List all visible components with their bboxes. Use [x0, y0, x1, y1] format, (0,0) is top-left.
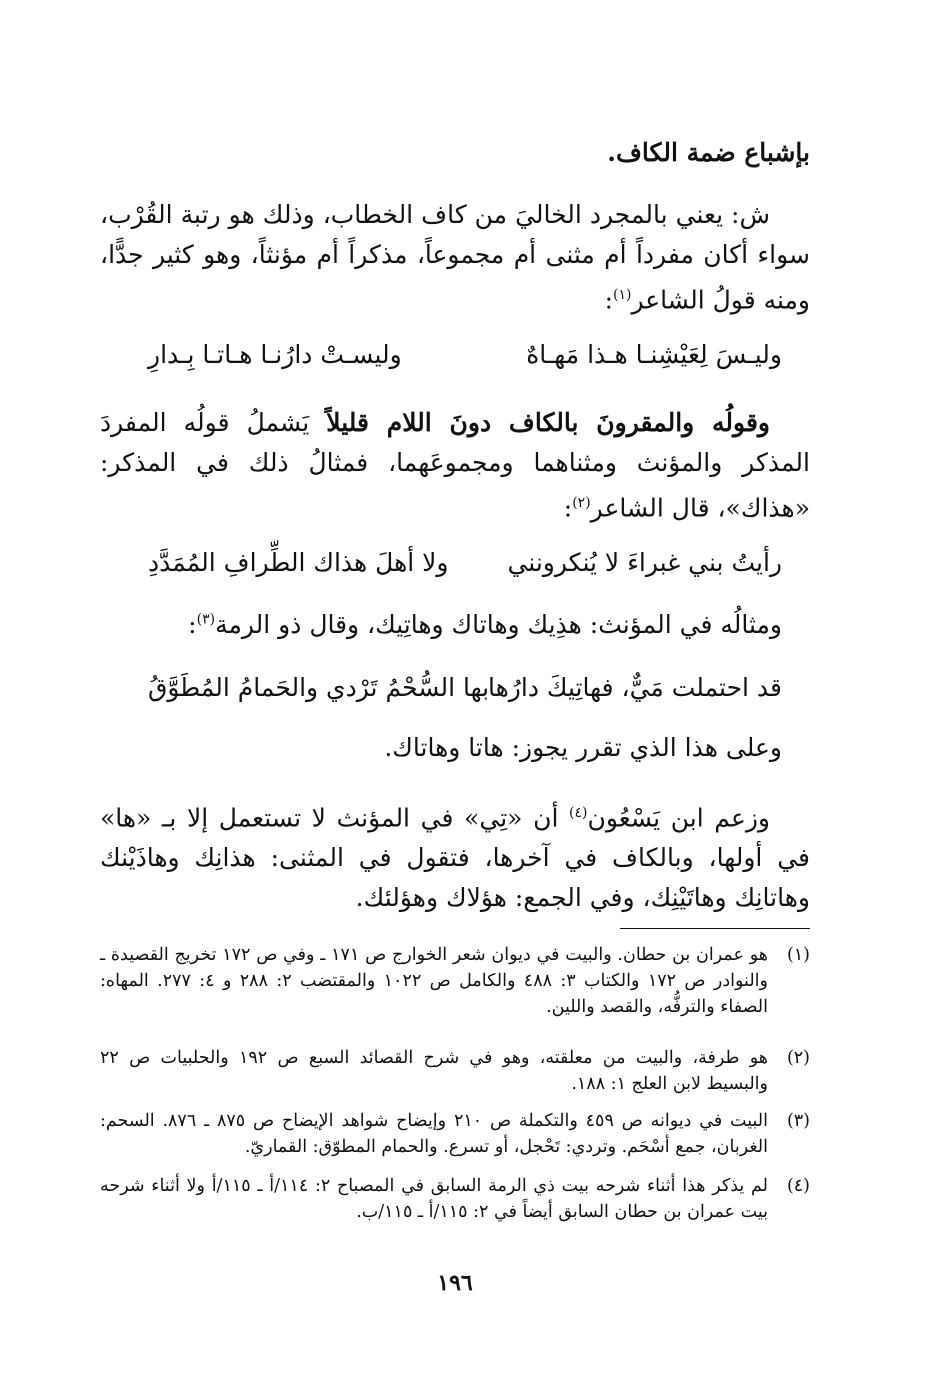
paragraph-text: يَشملُ قولُه المفردَ المذكر والمؤنث ومثناهما ومجموعَهما، فمثالُ ذلك في المذكر: «هذاك»، قال الشاعر: [100, 408, 810, 523]
verse-3-second-hemistich: بها السُّحْمُ تَرْدي والحَمامُ المُطَوَّقُ: [148, 673, 490, 702]
verse-2: [100, 548, 810, 588]
verse-2-first-hemistich: رأيتُ بني غبراءَ لا يُنكرونني: [507, 548, 782, 577]
feminine-example-line: ومثالُه في المؤنث: هذِيك وهاتاك وهاتِيك، وقال ذو الرمة$^{(٣)}$:: [188, 610, 782, 639]
paragraph-muqtarin: وقولُه والمقرونَ بالكاف دونَ اللام قليلاً يَشملُ قولُه المفردَ المذكر والمؤنث ومثناهما ومجموعَهما، فمثالُ ذلك في المذكر: «هذاك»، قال الشاعر$^{(٢)}$:: [100, 408, 810, 523]
footnote-4: [100, 1173, 810, 1225]
footnote-2: [100, 1045, 810, 1097]
conclusion-line: وعلى هذا الذي تقرر يجوز: هاتا وهاتاك.: [384, 733, 782, 762]
footnote-text: هو عمران بن حطان. والبيت في ديوان شعر الخوارج ص ١٧١ ـ وفي ص ١٧٢ تخريج القصيدة ـ والنوادر ص ١٧٢ والكتاب ٣: ٤٨٨ والكامل ص ١٠٢٢ والمقتضب ٢: ٢٨٨ و ٤: ٢٧٧. المهاه: الصفاء والترفُّه، والقصد واللين.: [100, 945, 768, 1017]
footnote-text: لم يذكر هذا أثناء شرحه بيت ذي الرمة السابق في المصباح ٢: ١١٤/أ ـ ١١٥/أ ولا أثناء شرحه بيت عمران بن حطان السابق أيضاً في ٢: ١١٥/أ ـ ١١٥/ب.: [100, 1176, 768, 1222]
footnote-number: (٤): [786, 1176, 810, 1196]
continuation-line: بإشباع ضمة الكاف.: [607, 138, 810, 167]
footnote-number: (٢): [786, 1048, 810, 1068]
footnote-1: [100, 942, 810, 1020]
verse-1: [100, 340, 810, 380]
footnote-number: (٣): [786, 1111, 810, 1131]
verse-1-second-hemistich: وليسـتْ دارُنـا هـاتـا بِـدارِ: [148, 340, 402, 369]
verse-2-second-hemistich: ولا أهلَ هذاك الطِّرافِ المُمَدَّدِ: [148, 548, 449, 577]
footnote-separator: [620, 928, 810, 929]
paragraph-ibn-yasun: وزعم ابن يَسْعُون$^{(٤)}$ أن «تِي» في المؤنث لا تستعمل إلا بـ «ها» في أولها، وبالكاف في آخرها، فتقول في المثنى: هذانِك وهاذَيْنك وهاتانِك وهاتَيْنِك، وفي الجمع: هؤلاك وهؤلئك.: [100, 803, 810, 913]
footnote-text: هو طرفة، والبيت من معلقته، وهو في شرح القصائد السبع ص ١٩٢ والحلبيات ص ٢٢ والبسيط لابن العلج ١: ١٨٨.: [100, 1048, 768, 1094]
paragraph-sharh: ش: يعني بالمجرد الخاليَ من كاف الخطاب، وذلك هو رتبة القُرْب، سواء أكان مفرداً أم مثنى أم مجموعاً، مذكراً أم مؤنثاً، وهو كثير جدًّا، ومنه قولُ الشاعر$^{(١)}$:: [100, 200, 810, 315]
footnote-number: (١): [786, 945, 810, 965]
footnote-ref-2: (٢): [572, 495, 591, 511]
footnote-ref-1: (١): [613, 287, 632, 303]
footnote-text: البيت في ديوانه ص ٤٥٩ والتكملة ص ٢١٠ وإيضاح شواهد الإيضاح ص ٨٧٥ ـ ٨٧٦. السحم: الغربان، جمع أسْحَم. وتردي: تَحْجل، أو تسرع. والحمام المطوّق: القماريّ.: [100, 1111, 768, 1157]
footnote-ref-4: (٤): [569, 805, 588, 821]
quoted-matn: وقولُه والمقرونَ بالكاف دونَ اللام قليلاً: [326, 408, 770, 437]
book-page: [100, 120, 810, 1350]
page-number: ١٩٦: [437, 1270, 473, 1296]
paragraph-text: ش: يعني بالمجرد الخاليَ من كاف الخطاب، وذلك هو رتبة القُرْب، سواء أكان مفرداً أم مثنى أم مجموعاً، مذكراً أم مؤنثاً، وهو كثير جدًّا، ومنه قولُ الشاعر: [100, 200, 810, 315]
verse-3: [100, 673, 810, 713]
footnote-ref-3: (٣): [196, 611, 216, 628]
verse-3-first-hemistich: قد احتملت مَيٌّ، فهاتِيكَ دارُها: [488, 673, 782, 702]
verse-1-first-hemistich: وليـسَ لِعَيْشِنـا هـذا مَهـاهٌ: [526, 340, 782, 369]
footnote-3: [100, 1108, 810, 1160]
